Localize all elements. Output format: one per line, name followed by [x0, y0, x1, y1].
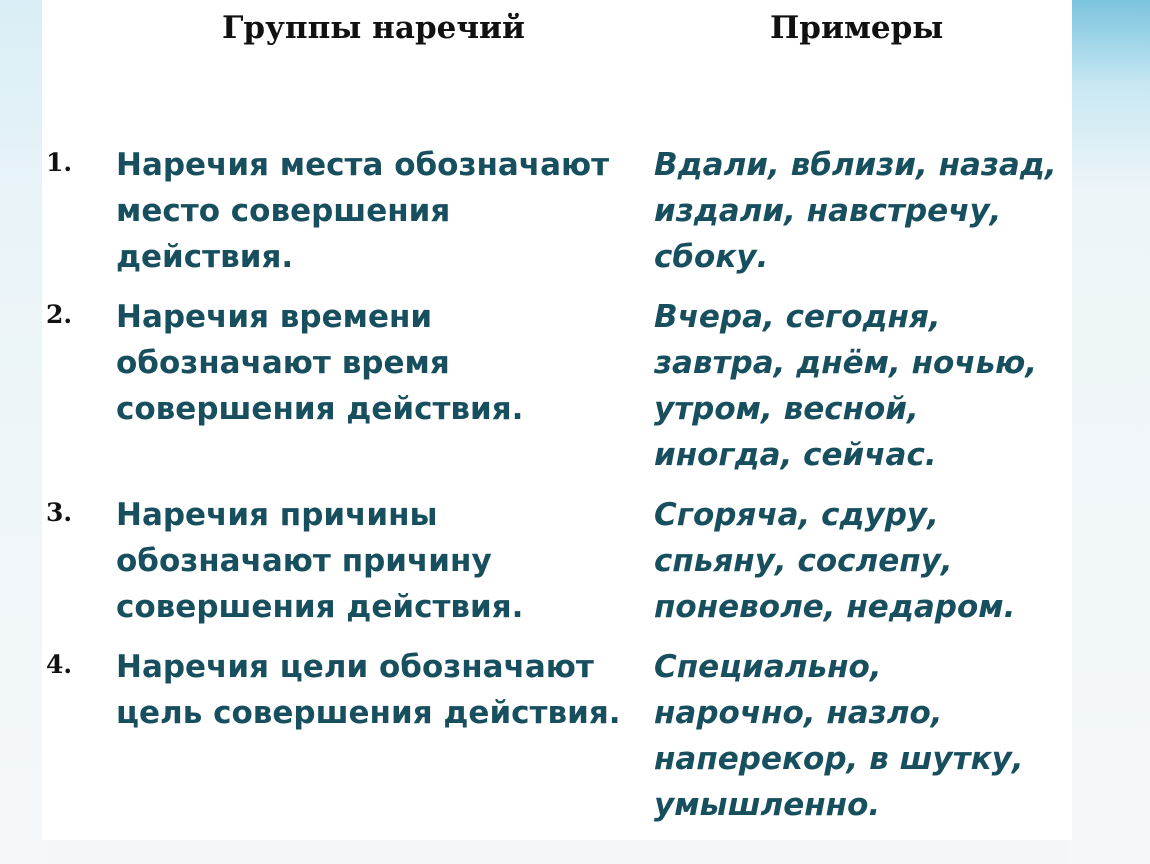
group-line: Наречия цели обозначают — [116, 649, 594, 685]
slide — [42, 0, 1072, 840]
example-line: Вчера, сегодня, — [654, 299, 941, 335]
example-line: иногда, сейчас. — [654, 437, 937, 473]
group-line: цель совершения действия. — [116, 695, 621, 731]
example-line: завтра, днём, ночью, — [654, 345, 1038, 381]
group-description — [116, 294, 636, 432]
example-line: поневоле, недаром. — [654, 589, 1016, 625]
example-line: наперекор, в шутку, — [654, 741, 1024, 777]
example-line: Сгоряча, сдуру, — [654, 497, 939, 533]
example-line: нарочно, назло, — [654, 695, 943, 731]
group-description — [116, 142, 636, 280]
group-description — [116, 492, 636, 630]
group-line: действия. — [116, 239, 294, 275]
header-groups: Группы наречий — [222, 10, 526, 46]
row-number: 3. — [46, 498, 73, 527]
row-number: 2. — [46, 300, 73, 329]
group-line: место совершения — [116, 193, 451, 229]
examples-cell — [654, 644, 1069, 828]
example-line: спьяну, сослепу, — [654, 543, 953, 579]
group-line: совершения действия. — [116, 391, 524, 427]
example-line: Вдали, вблизи, назад, — [654, 147, 1057, 183]
examples-cell — [654, 142, 1069, 280]
group-line: Наречия места обозначают — [116, 147, 610, 183]
row-number: 4. — [46, 650, 73, 679]
group-description — [116, 644, 636, 736]
row-number: 1. — [46, 148, 73, 177]
example-line: утром, весной, — [654, 391, 919, 427]
example-line: сбоку. — [654, 239, 769, 275]
left-decoration — [0, 0, 48, 864]
group-line: совершения действия. — [116, 589, 524, 625]
group-line: обозначают причину — [116, 543, 492, 579]
examples-cell — [654, 294, 1069, 478]
example-line: издали, навстречу, — [654, 193, 1002, 229]
example-line: Специально, — [654, 649, 882, 685]
header-examples: Примеры — [770, 10, 944, 46]
example-line: умышленно. — [654, 787, 881, 823]
group-line: Наречия причины — [116, 497, 438, 533]
group-line: Наречия времени — [116, 299, 433, 335]
group-line: обозначают время — [116, 345, 450, 381]
examples-cell — [654, 492, 1069, 630]
right-decoration — [1068, 0, 1150, 864]
